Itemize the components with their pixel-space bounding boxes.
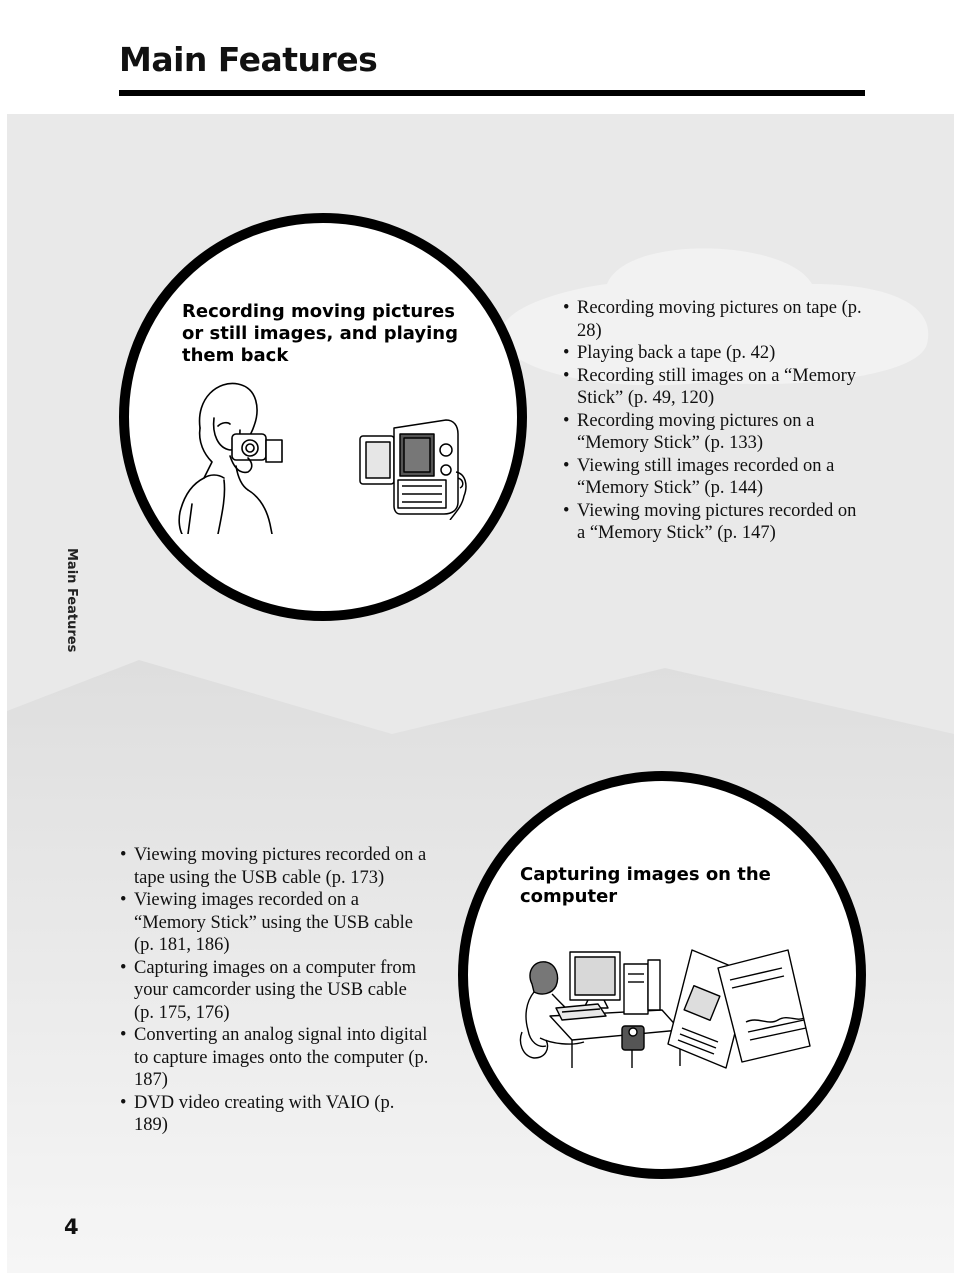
page-number: 4 (64, 1215, 79, 1239)
section1-heading: Recording moving pictures or still images, and playing them back (182, 301, 458, 366)
list-item: • Viewing images recorded on a “Memory Stick” using the USB cable (p. 181, 186) (120, 890, 413, 955)
list-item: • Viewing moving pictures recorded on a tape using the USB cable (p. 173) (120, 845, 427, 888)
person-recording-illustration (178, 378, 288, 534)
bullet: • (563, 410, 570, 431)
bullet: • (563, 365, 570, 386)
list-item: • Playing back a tape (p. 42) (563, 343, 776, 363)
list-item: • Recording still images on a “Memory Stick” (p. 49, 120) (563, 365, 856, 408)
bullet: • (563, 500, 570, 521)
bullet: • (120, 957, 127, 978)
bullet: • (120, 1092, 127, 1113)
list-item: • Recording moving pictures on tape (p. 28) (563, 298, 862, 341)
side-tab (52, 548, 98, 658)
bullet: • (120, 845, 127, 865)
bullet: • (563, 298, 570, 318)
camcorder-illustration (356, 414, 472, 520)
list-item: • Converting an analog signal into digital to capture images onto the computer (p. 187) (120, 1025, 429, 1090)
side-tab-label: Main Features (64, 548, 79, 653)
bullet: • (563, 343, 570, 363)
list-item: • Viewing moving pictures recorded on a “Memory Stick” (p. 147) (563, 500, 857, 543)
list-item: • Recording moving pictures on a “Memory Stick” (p. 133) (563, 410, 815, 453)
list-item: • Viewing still images recorded on a “Memory Stick” (p. 144) (563, 455, 835, 498)
section1-feature-list (563, 297, 863, 545)
computer-workstation-illustration (512, 946, 812, 1070)
list-item: • Capturing images on a computer from your camcorder using the USB cable (p. 175, 176) (120, 957, 417, 1023)
bullet: • (563, 455, 570, 476)
list-item: • DVD video creating with VAIO (p. 189) (120, 1092, 395, 1135)
section2-feature-list (120, 844, 430, 1137)
title-rule (119, 90, 865, 96)
bullet: • (120, 1025, 127, 1045)
section2-heading: Capturing images on the computer (520, 864, 771, 907)
bullet: • (120, 890, 127, 910)
page-title: Main Features (119, 40, 378, 79)
